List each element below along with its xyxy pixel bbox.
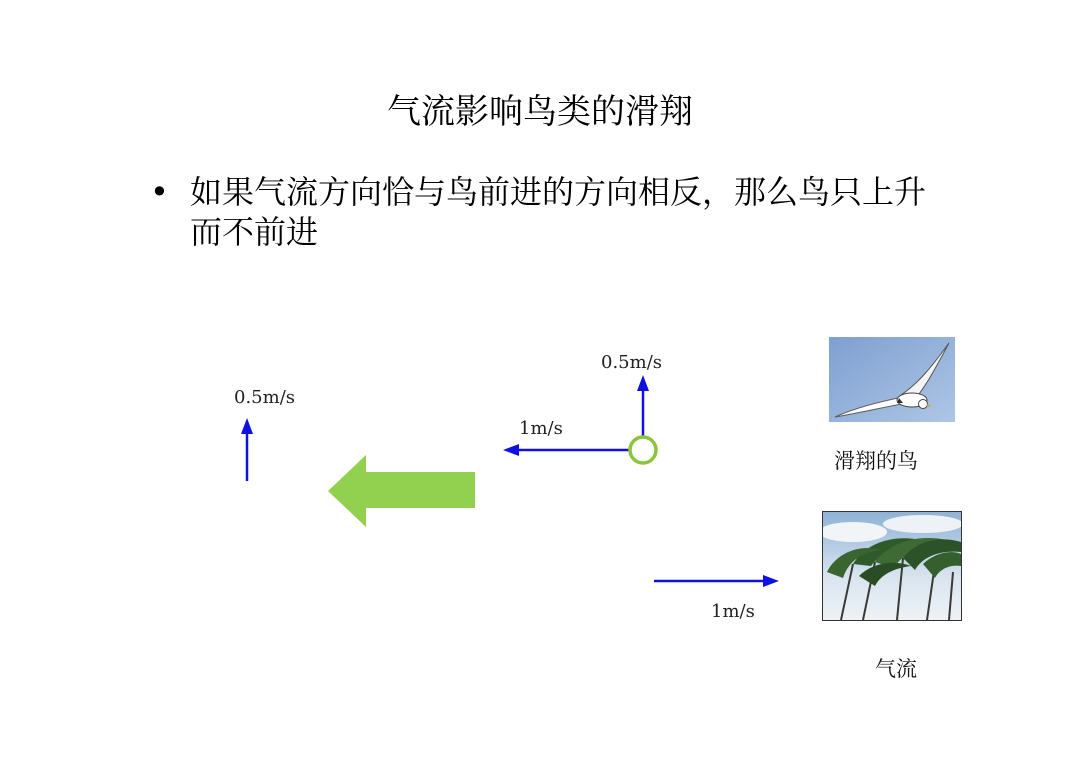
bird-up-velocity-arrow — [637, 375, 649, 437]
bird-up-velocity-label: 0.5m/s — [601, 352, 662, 373]
bullet-text: 如果气流方向恰与鸟前进的方向相反，那么鸟只上升而不前进 — [190, 173, 927, 251]
airflow-photo-caption: 气流 — [875, 657, 917, 681]
bird-back-velocity-arrow — [503, 444, 631, 456]
result-velocity-arrow — [241, 418, 253, 481]
slide-title: 气流影响鸟类的滑翔 — [387, 92, 693, 132]
bird-marker-circle — [630, 437, 656, 463]
bullet-marker: • — [150, 173, 169, 211]
result-velocity-label: 0.5m/s — [234, 387, 295, 408]
gliding-bird-photo — [829, 337, 955, 422]
airflow-velocity-arrow — [654, 575, 779, 587]
big-left-arrow — [328, 455, 475, 527]
bird-back-velocity-label: 1m/s — [519, 418, 563, 439]
airflow-velocity-label: 1m/s — [711, 601, 755, 622]
bird-photo-caption: 滑翔的鸟 — [834, 449, 918, 473]
airflow-photo — [822, 511, 962, 621]
